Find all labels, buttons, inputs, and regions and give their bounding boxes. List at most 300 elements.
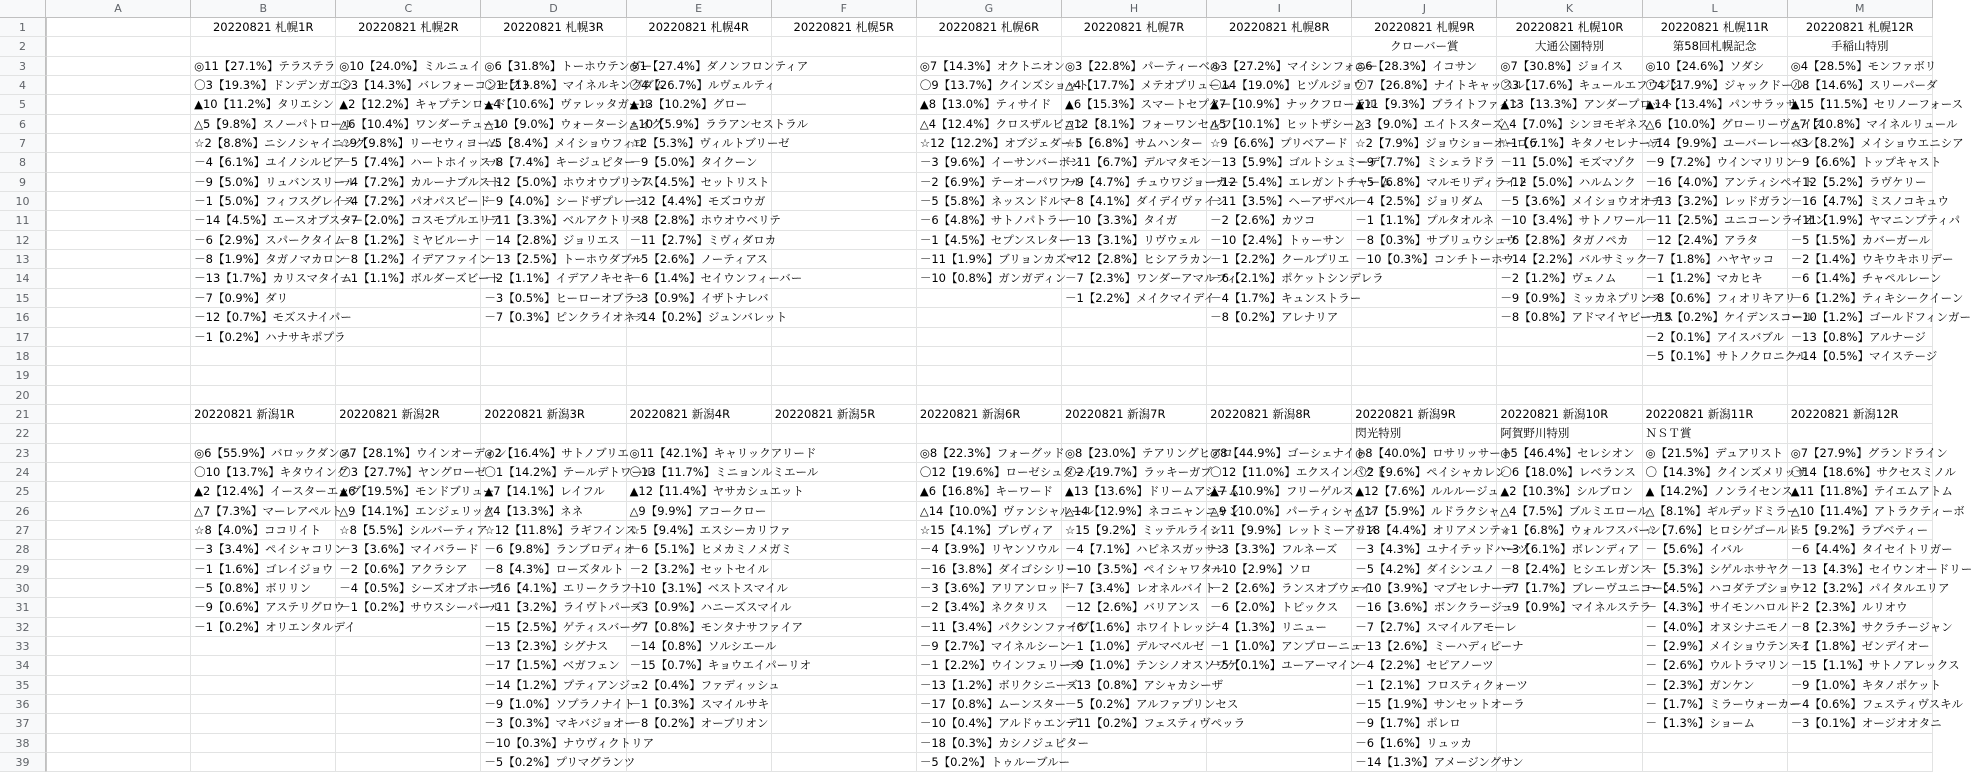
cell-g37[interactable]: －10【0.4%】アルドゥエンデ — [917, 714, 1062, 733]
cell-c31[interactable]: －1【0.2%】サウスシーパール — [336, 598, 481, 617]
cell-e1[interactable]: 20220821 札幌4R — [627, 18, 772, 37]
cell-e22[interactable] — [627, 424, 772, 443]
cell-h33[interactable]: －1【1.0%】デルマベルゼ — [1062, 637, 1207, 656]
cell-c17[interactable] — [336, 328, 481, 347]
column-header-f[interactable]: F — [772, 0, 917, 18]
cell-m3[interactable]: ◎4【28.5%】モンファボリ — [1788, 57, 1933, 76]
column-header-g[interactable]: G — [917, 0, 1062, 18]
cell-e8[interactable]: －9【5.0%】タイクーン — [627, 153, 772, 172]
cell-h2[interactable] — [1062, 37, 1207, 56]
cell-d31[interactable]: －11【3.2%】ライヴトパーズ — [481, 598, 626, 617]
cell-b10[interactable]: －1【5.0%】フィフスグレイス — [191, 192, 336, 211]
column-header-b[interactable]: B — [191, 0, 336, 18]
cell-c35[interactable] — [336, 676, 481, 695]
cell-g1[interactable]: 20220821 札幌6R — [917, 18, 1062, 37]
cell-g31[interactable]: －2【3.4%】ネクタリス — [917, 598, 1062, 617]
cell-d8[interactable]: －8【7.4%】キージュピター — [481, 153, 626, 172]
cell-g3[interactable]: ◎7【14.3%】オクトニオン — [917, 57, 1062, 76]
column-header-m[interactable]: M — [1788, 0, 1933, 18]
cell-k24[interactable]: 〇6【18.0%】レベランス — [1497, 463, 1642, 482]
cell-h36[interactable]: －5【0.2%】アルファプリンセス — [1062, 695, 1207, 714]
cell-i21[interactable]: 20220821 新潟8R — [1207, 405, 1352, 424]
cell-l35[interactable]: －【2.3%】ガンケン — [1643, 676, 1788, 695]
cell-e14[interactable]: －6【1.4%】セイウンフィーバー — [627, 269, 772, 288]
cell-e10[interactable]: －12【4.4%】モズコウガ — [627, 192, 772, 211]
cell-e34[interactable]: －15【0.7%】キョウエイパーリオ — [627, 656, 772, 675]
cell-d20[interactable] — [481, 386, 626, 405]
cell-c29[interactable]: －2【0.6%】アクラシア — [336, 560, 481, 579]
cell-c14[interactable]: －1【1.1%】ボルダーズビート — [336, 269, 481, 288]
cell-k16[interactable]: －8【0.8%】アドマイヤビーナス — [1497, 308, 1642, 327]
cell-m10[interactable]: －16【4.7%】ミスノコキュウ — [1788, 192, 1933, 211]
cell-l33[interactable]: －【2.9%】メイショウテンスイ — [1643, 637, 1788, 656]
cell-g15[interactable] — [917, 289, 1062, 308]
cell-d1[interactable]: 20220821 札幌3R — [481, 18, 626, 37]
cell-g20[interactable] — [917, 386, 1062, 405]
cell-m11[interactable]: －11【1.9%】ヤマニンプティパ — [1788, 211, 1933, 230]
cell-i33[interactable]: －1【1.0%】アンプローニュ — [1207, 637, 1352, 656]
cell-d39[interactable]: －5【0.2%】プリマグランツ — [481, 753, 626, 772]
cell-b14[interactable]: －13【1.7%】カリスマタイム — [191, 269, 336, 288]
cell-a12[interactable] — [46, 231, 191, 250]
cell-c34[interactable] — [336, 656, 481, 675]
cell-d22[interactable] — [481, 424, 626, 443]
cell-h7[interactable]: ☆5【6.8%】サムハンター — [1062, 134, 1207, 153]
cell-l6[interactable]: △6【10.0%】グローリーヴェイズ — [1643, 115, 1788, 134]
cell-i9[interactable]: －12【5.4%】エレガントチャーム — [1207, 173, 1352, 192]
cell-h26[interactable]: △14【12.9%】ネコニャンニャン — [1062, 502, 1207, 521]
cell-g35[interactable]: －13【1.2%】ボリクシニーズ — [917, 676, 1062, 695]
row-header-19[interactable]: 19 — [0, 366, 46, 385]
cell-a8[interactable] — [46, 153, 191, 172]
cell-k21[interactable]: 20220821 新潟10R — [1497, 405, 1642, 424]
cell-a39[interactable] — [46, 753, 191, 772]
cell-j26[interactable]: △17【5.9%】ルドラクシャ — [1352, 502, 1497, 521]
column-header-i[interactable]: I — [1207, 0, 1352, 18]
cell-k2[interactable]: 大通公園特別 — [1497, 37, 1642, 56]
cell-a37[interactable] — [46, 714, 191, 733]
cell-f38[interactable] — [772, 734, 917, 753]
cell-f31[interactable] — [772, 598, 917, 617]
row-header-32[interactable]: 32 — [0, 618, 46, 637]
cell-d35[interactable]: －14【1.2%】プティアンジュ — [481, 676, 626, 695]
cell-b12[interactable]: －6【2.9%】スパークタイム — [191, 231, 336, 250]
cell-i12[interactable]: －10【2.4%】トゥーサン — [1207, 231, 1352, 250]
cell-f30[interactable] — [772, 579, 917, 598]
cell-b7[interactable]: ☆2【8.8%】ニシノシャイニング — [191, 134, 336, 153]
cell-k13[interactable]: －14【2.2%】バルサミック — [1497, 250, 1642, 269]
cell-g6[interactable]: △4【12.4%】クロスザルビコン — [917, 115, 1062, 134]
row-header-3[interactable]: 3 — [0, 57, 46, 76]
cell-c1[interactable]: 20220821 札幌2R — [336, 18, 481, 37]
cell-m23[interactable]: ◎7【27.9%】グランドライン — [1788, 444, 1933, 463]
cell-b39[interactable] — [191, 753, 336, 772]
column-header-h[interactable]: H — [1062, 0, 1207, 18]
cell-g9[interactable]: －2【6.9%】テーオーパワフル — [917, 173, 1062, 192]
cell-l7[interactable]: ☆14【9.9%】ユーバーレーベン — [1643, 134, 1788, 153]
cell-b3[interactable]: ◎11【27.1%】テラステラ — [191, 57, 336, 76]
cell-f12[interactable] — [772, 231, 917, 250]
cell-l34[interactable]: －【2.6%】ウルトラマリン — [1643, 656, 1788, 675]
cell-f6[interactable] — [772, 115, 917, 134]
cell-j4[interactable]: 〇7【26.8%】ナイトキャッスル — [1352, 76, 1497, 95]
cell-c2[interactable] — [336, 37, 481, 56]
cell-b19[interactable] — [191, 366, 336, 385]
cell-k30[interactable]: －7【1.7%】ブレーヴユニコーン — [1497, 579, 1642, 598]
cell-c33[interactable] — [336, 637, 481, 656]
cell-d14[interactable]: －2【1.1%】イデアノキセキ — [481, 269, 626, 288]
cell-f14[interactable] — [772, 269, 917, 288]
cell-k23[interactable]: ◎5【46.4%】セレシオン — [1497, 444, 1642, 463]
cell-b26[interactable]: △7【7.3%】マーレアペルト — [191, 502, 336, 521]
cell-b31[interactable]: －9【0.6%】アステリグロウ — [191, 598, 336, 617]
cell-e32[interactable]: －7【0.8%】モンタナサファイア — [627, 618, 772, 637]
cell-k36[interactable] — [1497, 695, 1642, 714]
cell-d3[interactable]: ◎6【31.8%】トーホウテンダー — [481, 57, 626, 76]
cell-h18[interactable] — [1062, 347, 1207, 366]
cell-f16[interactable] — [772, 308, 917, 327]
cell-f27[interactable] — [772, 521, 917, 540]
cell-j14[interactable] — [1352, 269, 1497, 288]
row-header-35[interactable]: 35 — [0, 676, 46, 695]
cell-e15[interactable]: －3【0.9%】イザトナレバ — [627, 289, 772, 308]
cell-m19[interactable] — [1788, 366, 1933, 385]
cell-f5[interactable] — [772, 95, 917, 114]
cell-c7[interactable]: ☆9【9.8%】リーセウィヨーム — [336, 134, 481, 153]
cell-f25[interactable] — [772, 482, 917, 501]
cell-l25[interactable]: ▲【14.2%】ノンライセンス — [1643, 482, 1788, 501]
cell-c25[interactable]: ▲6【19.5%】モンドブリュー — [336, 482, 481, 501]
cell-m22[interactable] — [1788, 424, 1933, 443]
cell-m20[interactable] — [1788, 386, 1933, 405]
cell-i4[interactable]: 〇14【19.0%】ヒヅルジョウ — [1207, 76, 1352, 95]
cell-h35[interactable]: －13【0.8%】アシャカシーザ — [1062, 676, 1207, 695]
cell-a6[interactable] — [46, 115, 191, 134]
row-header-10[interactable]: 10 — [0, 192, 46, 211]
cell-e29[interactable]: －2【3.2%】セットセイル — [627, 560, 772, 579]
cell-j11[interactable]: －1【1.1%】プルタオルネ — [1352, 211, 1497, 230]
cell-j2[interactable]: クローバー賞 — [1352, 37, 1497, 56]
cell-d7[interactable]: ☆5【8.4%】メイショウフィロ — [481, 134, 626, 153]
cell-a35[interactable] — [46, 676, 191, 695]
cell-d34[interactable]: －17【1.5%】ベガフェン — [481, 656, 626, 675]
row-header-23[interactable]: 23 — [0, 444, 46, 463]
cell-a33[interactable] — [46, 637, 191, 656]
cell-j24[interactable]: 〇2【9.6%】ペイシャカレン — [1352, 463, 1497, 482]
cell-d17[interactable] — [481, 328, 626, 347]
cell-c16[interactable] — [336, 308, 481, 327]
cell-h25[interactable]: ▲13【13.6%】ドリームアジーム — [1062, 482, 1207, 501]
cell-b20[interactable] — [191, 386, 336, 405]
cell-j35[interactable]: －1【2.1%】フロスティクォーツ — [1352, 676, 1497, 695]
cell-b5[interactable]: ▲10【11.2%】タリエシン — [191, 95, 336, 114]
cell-c36[interactable] — [336, 695, 481, 714]
cell-f33[interactable] — [772, 637, 917, 656]
cell-d23[interactable]: ◎2【16.4%】サトノブリエ — [481, 444, 626, 463]
cell-j23[interactable]: ◎8【40.0%】ロサリッサート — [1352, 444, 1497, 463]
cell-l8[interactable]: －9【7.2%】ウインマリリン — [1643, 153, 1788, 172]
row-header-8[interactable]: 8 — [0, 153, 46, 172]
cell-a14[interactable] — [46, 269, 191, 288]
cell-i7[interactable]: ☆9【6.6%】プリベアード — [1207, 134, 1352, 153]
cell-i23[interactable]: ◎8【44.9%】ゴーシェナイト — [1207, 444, 1352, 463]
cell-f28[interactable] — [772, 540, 917, 559]
cell-c9[interactable]: －4【7.2%】カルーナブルスト — [336, 173, 481, 192]
cell-b30[interactable]: －5【0.8%】ボリリン — [191, 579, 336, 598]
cell-i16[interactable]: －8【0.2%】アレナリア — [1207, 308, 1352, 327]
cell-k18[interactable] — [1497, 347, 1642, 366]
cell-b4[interactable]: 〇3【19.3%】ドンデンガエシ — [191, 76, 336, 95]
cell-d38[interactable]: －10【0.3%】ナウヴィクトリア — [481, 734, 626, 753]
cell-k29[interactable]: －8【2.4%】ヒシエレガンス — [1497, 560, 1642, 579]
cell-i8[interactable]: －13【5.9%】ゴルトシュミーデ — [1207, 153, 1352, 172]
row-header-26[interactable]: 26 — [0, 502, 46, 521]
cell-j16[interactable] — [1352, 308, 1497, 327]
cell-i25[interactable]: ▲7【10.9%】フリーゲルス — [1207, 482, 1352, 501]
cell-m25[interactable]: ▲11【11.8%】テイエムアトム — [1788, 482, 1933, 501]
cell-m1[interactable]: 20220821 札幌12R — [1788, 18, 1933, 37]
cell-d2[interactable] — [481, 37, 626, 56]
cell-l14[interactable]: －1【1.2%】マカヒキ — [1643, 269, 1788, 288]
cell-b28[interactable]: －3【3.4%】ペイシャコリン — [191, 540, 336, 559]
cell-h28[interactable]: －4【7.1%】ハピネスガッサン — [1062, 540, 1207, 559]
cell-h16[interactable] — [1062, 308, 1207, 327]
cell-c3[interactable]: ◎10【24.0%】ミルニュイ — [336, 57, 481, 76]
cell-j19[interactable] — [1352, 366, 1497, 385]
cell-k9[interactable]: －12【5.0%】ハルムンク — [1497, 173, 1642, 192]
cell-m32[interactable]: －8【2.3%】サクラチージャン — [1788, 618, 1933, 637]
row-header-1[interactable]: 1 — [0, 18, 46, 37]
column-header-a[interactable]: A — [46, 0, 191, 18]
cell-h32[interactable]: －6【1.6%】ホワイトレッジ — [1062, 618, 1207, 637]
row-header-14[interactable]: 14 — [0, 269, 46, 288]
cell-i32[interactable]: －4【1.3%】リニュー — [1207, 618, 1352, 637]
cell-d5[interactable]: ▲4【10.6%】ヴァレッタガール — [481, 95, 626, 114]
cell-m4[interactable]: 〇8【14.6%】スリーパーダ — [1788, 76, 1933, 95]
cell-m12[interactable]: －5【1.5%】カバーガール — [1788, 231, 1933, 250]
cell-c5[interactable]: ▲2【12.2%】キャプテンロード — [336, 95, 481, 114]
cell-l5[interactable]: ▲14【13.4%】パンサラッサ — [1643, 95, 1788, 114]
row-header-33[interactable]: 33 — [0, 637, 46, 656]
column-header-c[interactable]: C — [336, 0, 481, 18]
cell-e4[interactable]: 〇4【26.7%】ルヴェルティ — [627, 76, 772, 95]
cell-a16[interactable] — [46, 308, 191, 327]
row-header-29[interactable]: 29 — [0, 560, 46, 579]
cell-b1[interactable]: 20220821 札幌1R — [191, 18, 336, 37]
cell-f34[interactable] — [772, 656, 917, 675]
cell-g36[interactable]: －17【0.8%】ムーンスター — [917, 695, 1062, 714]
cell-l28[interactable]: －【5.6%】イバル — [1643, 540, 1788, 559]
row-header-13[interactable]: 13 — [0, 250, 46, 269]
cell-b34[interactable] — [191, 656, 336, 675]
cell-i36[interactable] — [1207, 695, 1352, 714]
cell-f1[interactable]: 20220821 札幌5R — [772, 18, 917, 37]
row-header-31[interactable]: 31 — [0, 598, 46, 617]
cell-c6[interactable]: △6【10.4%】ワンダーテューレ — [336, 115, 481, 134]
cell-h3[interactable]: ◎3【22.8%】パーティーベル — [1062, 57, 1207, 76]
cell-j18[interactable] — [1352, 347, 1497, 366]
cell-b38[interactable] — [191, 734, 336, 753]
cell-m26[interactable]: △10【11.4%】アトラクティーボ — [1788, 502, 1933, 521]
cell-e24[interactable]: 〇13【11.7%】ミニョンルミエール — [627, 463, 772, 482]
cell-e3[interactable]: ◎1【27.4%】ダノンフロンティア — [627, 57, 772, 76]
cell-b27[interactable]: ☆8【4.0%】ココリイト — [191, 521, 336, 540]
cell-c19[interactable] — [336, 366, 481, 385]
cell-e38[interactable] — [627, 734, 772, 753]
cell-i5[interactable]: ▲7【10.9%】ナックフローラル — [1207, 95, 1352, 114]
cell-c38[interactable] — [336, 734, 481, 753]
cell-l30[interactable]: －【4.5%】ハコダテブショウ — [1643, 579, 1788, 598]
cell-h14[interactable]: －7【2.3%】ワンダーアマルフィ — [1062, 269, 1207, 288]
cell-b23[interactable]: ◎6【55.9%】バロックダンス — [191, 444, 336, 463]
cell-e27[interactable]: ☆5【9.4%】エスシーカリファ — [627, 521, 772, 540]
cell-d12[interactable]: －14【2.8%】ジョリエス — [481, 231, 626, 250]
cell-h8[interactable]: －11【6.7%】デルマタモン — [1062, 153, 1207, 172]
cell-l10[interactable]: －13【3.2%】レッドガラン — [1643, 192, 1788, 211]
cell-a24[interactable] — [46, 463, 191, 482]
cell-l24[interactable]: 〇【14.3%】クインズメリッサ — [1643, 463, 1788, 482]
cell-d18[interactable] — [481, 347, 626, 366]
cell-m34[interactable]: －15【1.1%】サトノアレックス — [1788, 656, 1933, 675]
cell-m28[interactable]: －6【4.4%】タイセイトリガー — [1788, 540, 1933, 559]
cell-a23[interactable] — [46, 444, 191, 463]
cell-c28[interactable]: －3【3.6%】マイバラード — [336, 540, 481, 559]
row-header-2[interactable]: 2 — [0, 37, 46, 56]
cell-c10[interactable]: －4【7.2%】パオパスピード — [336, 192, 481, 211]
cell-k15[interactable]: －9【0.9%】ミッカネプリンス — [1497, 289, 1642, 308]
cell-h34[interactable]: －9【1.0%】テンシノオスソワケ — [1062, 656, 1207, 675]
cell-k34[interactable] — [1497, 656, 1642, 675]
column-header-d[interactable]: D — [481, 0, 626, 18]
row-header-38[interactable]: 38 — [0, 734, 46, 753]
cell-f26[interactable] — [772, 502, 917, 521]
cell-d27[interactable]: ☆12【11.8%】ラギフインス — [481, 521, 626, 540]
cell-h29[interactable]: －10【3.5%】ペイシャワタル — [1062, 560, 1207, 579]
cell-c4[interactable]: 〇3【14.3%】バレフォーコンセプト — [336, 76, 481, 95]
cell-b35[interactable] — [191, 676, 336, 695]
cell-d25[interactable]: ▲7【14.1%】レイフル — [481, 482, 626, 501]
cell-c11[interactable]: －7【2.0%】コスモプルエリア — [336, 211, 481, 230]
cell-a34[interactable] — [46, 656, 191, 675]
cell-f15[interactable] — [772, 289, 917, 308]
cell-e2[interactable] — [627, 37, 772, 56]
cell-d24[interactable]: 〇1【14.2%】テールデトワール — [481, 463, 626, 482]
cell-l22[interactable]: ＮＳＴ賞 — [1643, 424, 1788, 443]
cell-j39[interactable]: －14【1.3%】アメージングサン — [1352, 753, 1497, 772]
cell-f37[interactable] — [772, 714, 917, 733]
cell-h4[interactable]: △4【17.7%】メテオプリューム — [1062, 76, 1207, 95]
cell-a9[interactable] — [46, 173, 191, 192]
cell-b22[interactable] — [191, 424, 336, 443]
cell-f2[interactable] — [772, 37, 917, 56]
cell-d10[interactable]: －9【4.0%】シードザプレーン — [481, 192, 626, 211]
cell-h21[interactable]: 20220821 新潟7R — [1062, 405, 1207, 424]
cell-b11[interactable]: －14【4.5%】エースオブスター — [191, 211, 336, 230]
cell-b6[interactable]: △5【9.8%】スノーパトロール — [191, 115, 336, 134]
cell-f35[interactable] — [772, 676, 917, 695]
cell-g14[interactable]: －10【0.8%】ガンガディン — [917, 269, 1062, 288]
cell-i37[interactable] — [1207, 714, 1352, 733]
cell-a2[interactable] — [46, 37, 191, 56]
cell-c32[interactable] — [336, 618, 481, 637]
cell-e28[interactable]: －6【5.1%】ヒメカミノメガミ — [627, 540, 772, 559]
cell-m6[interactable]: △7【10.8%】マイネルリュール — [1788, 115, 1933, 134]
cell-g26[interactable]: △14【10.0%】ヴァンシャルール — [917, 502, 1062, 521]
cell-l27[interactable]: ☆【7.6%】ヒロシゲゴールド — [1643, 521, 1788, 540]
cell-c13[interactable]: －8【1.2%】イデアファイン — [336, 250, 481, 269]
cell-a29[interactable] — [46, 560, 191, 579]
cell-i2[interactable] — [1207, 37, 1352, 56]
cell-b25[interactable]: ▲2【12.4%】イースターエッグ — [191, 482, 336, 501]
cell-k1[interactable]: 20220821 札幌10R — [1497, 18, 1642, 37]
cell-a32[interactable] — [46, 618, 191, 637]
cell-g25[interactable]: ▲6【16.8%】キーワード — [917, 482, 1062, 501]
cell-k4[interactable]: 〇3【17.6%】キュールエフウジン — [1497, 76, 1642, 95]
cell-c24[interactable]: 〇3【27.7%】ヤングローゼ — [336, 463, 481, 482]
cell-e35[interactable]: －2【0.4%】ファディッシュ — [627, 676, 772, 695]
cell-g11[interactable]: －6【4.8%】サトノパトラー — [917, 211, 1062, 230]
cell-k10[interactable]: －5【3.6%】メイショウオオチ — [1497, 192, 1642, 211]
cell-l12[interactable]: －12【2.4%】アラタ — [1643, 231, 1788, 250]
cell-f20[interactable] — [772, 386, 917, 405]
cell-f18[interactable] — [772, 347, 917, 366]
cell-b29[interactable]: －1【1.6%】ゴレイジョウ — [191, 560, 336, 579]
cell-f10[interactable] — [772, 192, 917, 211]
cell-d21[interactable]: 20220821 新潟3R — [481, 405, 626, 424]
cell-i26[interactable]: △9【10.0%】パーティシャイン — [1207, 502, 1352, 521]
cell-l4[interactable]: 〇4【17.9%】ジャックドール — [1643, 76, 1788, 95]
cell-f21[interactable]: 20220821 新潟5R — [772, 405, 917, 424]
cell-k11[interactable]: －10【3.4%】サトノワール — [1497, 211, 1642, 230]
cell-h5[interactable]: ▲6【15.3%】スマートセプター — [1062, 95, 1207, 114]
cell-g23[interactable]: ◎8【22.3%】フォーグッド — [917, 444, 1062, 463]
row-header-18[interactable]: 18 — [0, 347, 46, 366]
cell-g4[interactable]: 〇9【13.7%】クインズショット — [917, 76, 1062, 95]
cell-b18[interactable] — [191, 347, 336, 366]
cell-i13[interactable]: －1【2.2%】クールプリエ — [1207, 250, 1352, 269]
cell-h15[interactable]: －1【2.2%】メイクマイデイ — [1062, 289, 1207, 308]
cell-l20[interactable] — [1643, 386, 1788, 405]
cell-d26[interactable]: △4【13.3%】ネネ — [481, 502, 626, 521]
row-header-39[interactable]: 39 — [0, 753, 46, 772]
cell-j8[interactable]: －9【7.7%】ミシェラドラ — [1352, 153, 1497, 172]
cell-j34[interactable]: －4【2.2%】セピアノーツ — [1352, 656, 1497, 675]
cell-g12[interactable]: －1【4.5%】セプンスレター — [917, 231, 1062, 250]
cell-l15[interactable]: －8【0.6%】フィオリキアリ — [1643, 289, 1788, 308]
cell-g7[interactable]: ☆12【12.2%】オブジェダート — [917, 134, 1062, 153]
cell-l26[interactable]: △【8.1%】ギルデッドミラー — [1643, 502, 1788, 521]
cell-i15[interactable]: －4【1.7%】キュンストラー — [1207, 289, 1352, 308]
cell-e17[interactable] — [627, 328, 772, 347]
cell-g19[interactable] — [917, 366, 1062, 385]
cell-c23[interactable]: ◎7【28.1%】ウインオーディン — [336, 444, 481, 463]
cell-f24[interactable] — [772, 463, 917, 482]
cell-j36[interactable]: －15【1.9%】サンセットオーラ — [1352, 695, 1497, 714]
cell-a13[interactable] — [46, 250, 191, 269]
cell-j33[interactable]: －13【2.6%】ミーハディピーナ — [1352, 637, 1497, 656]
cell-m9[interactable]: －12【5.2%】ラヴケリー — [1788, 173, 1933, 192]
cell-d13[interactable]: －13【2.5%】トーホウダブル — [481, 250, 626, 269]
cell-g2[interactable] — [917, 37, 1062, 56]
cell-f11[interactable] — [772, 211, 917, 230]
cell-l38[interactable] — [1643, 734, 1788, 753]
cell-m17[interactable]: －13【0.8%】アルナージ — [1788, 328, 1933, 347]
cell-a20[interactable] — [46, 386, 191, 405]
cell-i6[interactable]: △5【10.1%】ヒットザシーン — [1207, 115, 1352, 134]
row-header-6[interactable]: 6 — [0, 115, 46, 134]
cell-b37[interactable] — [191, 714, 336, 733]
cell-c27[interactable]: ☆8【5.5%】シルバーティア — [336, 521, 481, 540]
